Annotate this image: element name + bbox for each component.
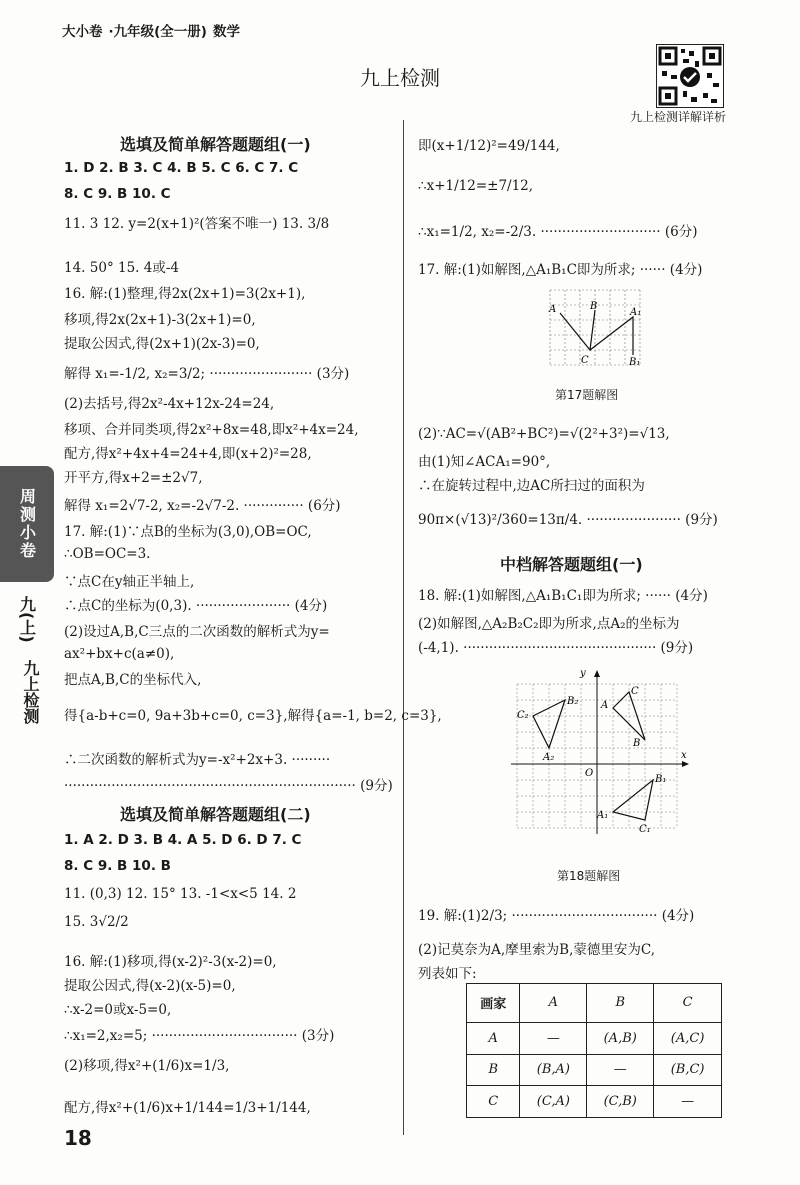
fig17-label-a1: A₁ <box>630 307 642 318</box>
fig18-axis-x: x <box>681 750 687 761</box>
answer-line: 得{a-b+c=0, 9a+3b+c=0, c=3},解得{a=-1, b=2, c=3}, <box>64 708 442 724</box>
fig18-label-c2: C₂ <box>517 710 529 721</box>
page-number: 18 <box>64 1126 92 1150</box>
qr-code-icon[interactable] <box>656 44 724 108</box>
figure-18 <box>505 662 695 851</box>
table-cell: — <box>587 1054 654 1086</box>
answer-line: ∴x₁=1/2, x₂=-2/3. ···························· (6分) <box>418 224 698 240</box>
answer-line: 解得 x₁=2√7-2, x₂=-2√7-2. ·············· (6分) <box>64 498 341 514</box>
fig18-label-a2: A₂ <box>543 752 555 763</box>
answer-line: 17. 解:(1)如解图,△A₁B₁C即为所求; ······ (4分) <box>418 262 703 278</box>
answer-line: (2)移项,得x²+(1/6)x=1/3, <box>64 1058 230 1074</box>
answer-line: 14. 50° 15. 4或-4 <box>64 260 179 276</box>
answer-line: 15. 3√2/2 <box>64 914 129 930</box>
fig18-label-c1: C₁ <box>639 824 651 835</box>
table-cell: (C,A) <box>520 1086 587 1118</box>
section-heading: 中档解答题题组(一) <box>500 555 643 574</box>
figure-18-caption: 第18题解图 <box>557 869 621 883</box>
answer-line: 8. C 9. B 10. B <box>64 858 171 874</box>
fig18-label-c: C <box>631 686 639 697</box>
answer-line: 即(x+1/12)²=49/144, <box>418 138 560 154</box>
answer-line: 19. 解:(1)2/3; ·································· (4分) <box>418 908 695 924</box>
fig17-label-b1: B₁ <box>629 357 641 368</box>
answer-line: ∴OB=OC=3. <box>64 546 151 562</box>
table-row <box>467 1022 722 1054</box>
answer-line: 17. 解:(1)∵点B的坐标为(3,0),OB=OC, <box>64 524 312 540</box>
fig18-label-b: B <box>633 738 641 749</box>
answer-line: 提取公因式,得(2x+1)(2x-3)=0, <box>64 336 260 352</box>
probability-table <box>466 983 722 1118</box>
table-row <box>467 1054 722 1086</box>
fig18-label-a: A <box>601 700 609 711</box>
answer-line: (-4,1). ············································· (9分) <box>418 640 694 656</box>
table-cell: — <box>654 1086 722 1118</box>
answer-line: 由(1)知∠ACA₁=90°, <box>418 454 551 470</box>
table-cell: B <box>587 984 654 1023</box>
answer-line: 11. (0,3) 12. 15° 13. -1<x<5 14. 2 <box>64 886 297 902</box>
column-divider <box>403 120 404 1135</box>
side-tab-unit: 九上检测 <box>21 660 40 724</box>
answer-line: 配方,得x²+4x+4=24+4,即(x+2)²=28, <box>64 446 312 462</box>
answer-line: ∴二次函数的解析式为y=-x²+2x+3. ········· <box>64 752 331 768</box>
table-cell: (A,B) <box>587 1022 654 1054</box>
fig18-label-b1: B₁ <box>655 774 667 785</box>
answer-line: 1. D 2. B 3. C 4. B 5. C 6. C 7. C <box>64 160 299 176</box>
figure-17-caption: 第17题解图 <box>555 388 619 402</box>
answer-line: ···································································· (9分) <box>64 778 393 794</box>
figure-17 <box>545 285 645 379</box>
answer-line: 移项,得2x(2x+1)-3(2x+1)=0, <box>64 312 256 328</box>
table-cell: (C,B) <box>587 1086 654 1118</box>
table-row <box>467 1086 722 1118</box>
answer-line: (2)∵AC=√(AB²+BC²)=√(2²+3²)=√13, <box>418 426 670 442</box>
answer-line: 11. 3 12. y=2(x+1)²(答案不唯一) 13. 3/8 <box>64 216 330 232</box>
table-cell: (B,C) <box>654 1054 722 1086</box>
side-tab: 周测小卷 <box>0 466 54 582</box>
answer-line: ∴点C的坐标为(0,3). ······················ (4分) <box>64 598 328 614</box>
fig18-label-a1: A₁ <box>597 810 609 821</box>
table-cell: A <box>467 1022 520 1054</box>
section-heading: 选填及简单解答题题组(二) <box>120 805 311 824</box>
answer-line: 1. A 2. D 3. B 4. A 5. D 6. D 7. C <box>64 832 302 848</box>
table-cell: B <box>467 1054 520 1086</box>
qr-caption: 九上检测详解详析 <box>630 110 727 124</box>
table-row <box>467 984 722 1023</box>
table-cell: A <box>520 984 587 1023</box>
answer-line: 提取公因式,得(x-2)(x-5)=0, <box>64 978 236 994</box>
answer-line: ∴x-2=0或x-5=0, <box>64 1002 172 1018</box>
page-header: 大小卷 ·九年级(全一册) 数学 <box>62 24 240 40</box>
grade-label: 九年级(全一册) <box>113 24 207 40</box>
answer-line: 解得 x₁=-1/2, x₂=3/2; ························ (3分) <box>64 366 350 382</box>
answer-line: ∴x₁=2,x₂=5; ·································· (3分) <box>64 1028 335 1044</box>
answer-line: 8. C 9. B 10. C <box>64 186 171 202</box>
answer-line: (2)设过A,B,C三点的二次函数的解析式为y= <box>64 624 330 640</box>
answer-line: ∴在旋转过程中,边AC所扫过的面积为 <box>418 478 645 494</box>
table-cell: C <box>467 1086 520 1118</box>
table-cell: C <box>654 984 722 1023</box>
fig17-label-a: A <box>549 304 557 315</box>
answer-line: (2)记莫奈为A,摩里索为B,蒙德里安为C, <box>418 942 656 958</box>
table-cell: (A,C) <box>654 1022 722 1054</box>
answer-line: 90π×(√13)²/360=13π/4. ······················ (9分) <box>418 512 718 528</box>
fig18-axis-y: y <box>580 668 586 679</box>
answer-line: ax²+bx+c(a≠0), <box>64 646 175 662</box>
answer-line: ∴x+1/12=±7/12, <box>418 178 534 194</box>
answer-line: 列表如下: <box>418 966 477 982</box>
side-tab-grade: 九(上) <box>17 596 37 643</box>
answer-line: 18. 解:(1)如解图,△A₁B₁C₁即为所求; ······ (4分) <box>418 588 708 604</box>
fig18-label-b2: B₂ <box>567 696 579 707</box>
book-name: 大小卷 <box>62 24 103 40</box>
answer-line: 把点A,B,C的坐标代入, <box>64 672 202 688</box>
fig18-origin: O <box>585 768 594 779</box>
answer-line: 移项、合并同类项,得2x²+8x=48,即x²+4x=24, <box>64 422 359 438</box>
section-heading: 选填及简单解答题题组(一) <box>120 135 311 154</box>
answer-line: ∵点C在y轴正半轴上, <box>64 574 195 590</box>
subject-label: 数学 <box>212 24 240 40</box>
answer-line: 配方,得x²+(1/6)x+1/144=1/3+1/144, <box>64 1100 311 1116</box>
answer-line: (2)去括号,得2x²-4x+12x-24=24, <box>64 396 275 412</box>
answer-line: 开平方,得x+2=±2√7, <box>64 470 203 486</box>
table-cell: — <box>520 1022 587 1054</box>
answer-line: 16. 解:(1)移项,得(x-2)²-3(x-2)=0, <box>64 954 277 970</box>
answer-line: (2)如解图,△A₂B₂C₂即为所求,点A₂的坐标为 <box>418 616 680 632</box>
fig17-label-b: B <box>590 301 598 312</box>
answer-line: 16. 解:(1)整理,得2x(2x+1)=3(2x+1), <box>64 286 306 302</box>
fig17-label-c: C <box>581 355 589 366</box>
table-cell: 画家 <box>467 984 520 1023</box>
page-title: 九上检测 <box>360 66 440 90</box>
table-cell: (B,A) <box>520 1054 587 1086</box>
